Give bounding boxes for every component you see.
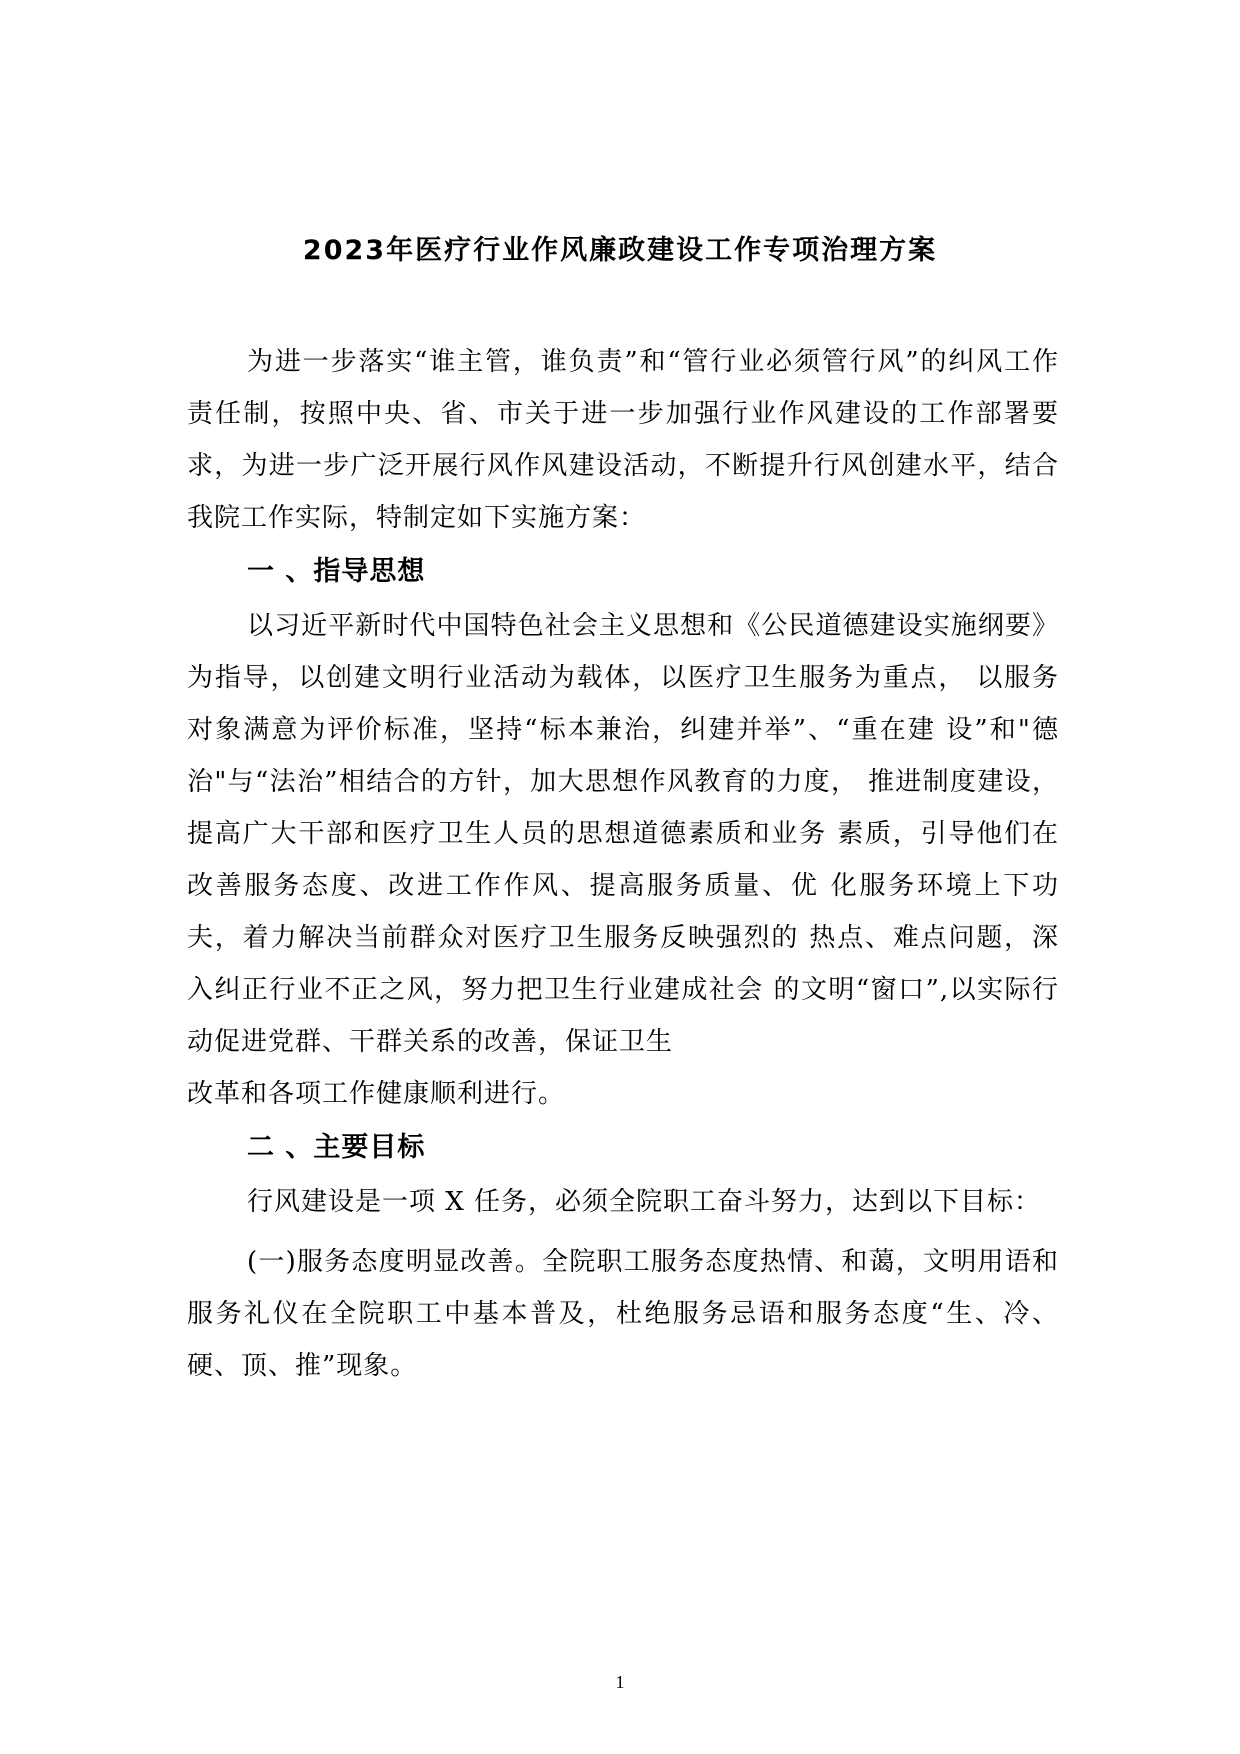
document-title: 2023年医疗行业作风廉政建设工作专项治理方案	[302, 235, 938, 266]
goal-item-1-paragraph: (一)服务态度明显改善。全院职工服务态度热情、和蔼，文明用语和服务礼仪在全院职工中基本普及，杜绝服务忌语和服务态度“生、冷、硬、顶、推”现象。	[187, 1247, 1059, 1381]
section-heading-main-goals: 二 、主要目标	[247, 1132, 426, 1163]
guiding-ideology-paragraph-tail: 改革和各项工作健康顺利进行。	[187, 1079, 566, 1109]
page-number: 1	[615, 1672, 625, 1692]
main-goals-intro-paragraph: 行风建设是一项 X 任务，必须全院职工奋斗努力，达到以下目标：	[247, 1187, 1042, 1217]
guiding-ideology-paragraph: 以习近平新时代中国特色社会主义思想和《公民道德建设实施纲要》为指导，以创建文明行业活动为载体，以医疗卫生服务为重点， 以服务对象满意为评价标准，坚持“标本兼治，纠建并举”、“重在建 设”和"德治"与“法治”相结合的方针，加大思想作风教育的力度， 推进制度建设，提高广大干部和医疗卫生人员的思想道德素质和业务 素质，引导他们在改善服务态度、改进工作作风、提高服务质量、优 化服务环境上下功夫，着力解决当前群众对医疗卫生服务反映强烈的 热点、难点问题，深入纠正行业不正之风，努力把卫生行业建成社会 的文明“窗口”,以实际行动促进党群、干群关系的改善，保证卫生	[187, 611, 1059, 1057]
document-body	[187, 336, 1059, 1392]
intro-paragraph: 为进一步落实“谁主管，谁负责”和“管行业必须管行风”的纠风工作责任制，按照中央、省、市关于进一步加强行业作风建设的工作部署要求，为进一步广泛开展行风作风建设活动，不断提升行风创建水平，结合我院工作实际，特制定如下实施方案：	[187, 347, 1059, 533]
section-heading-guiding-ideology: 一 、指导思想	[247, 556, 426, 587]
